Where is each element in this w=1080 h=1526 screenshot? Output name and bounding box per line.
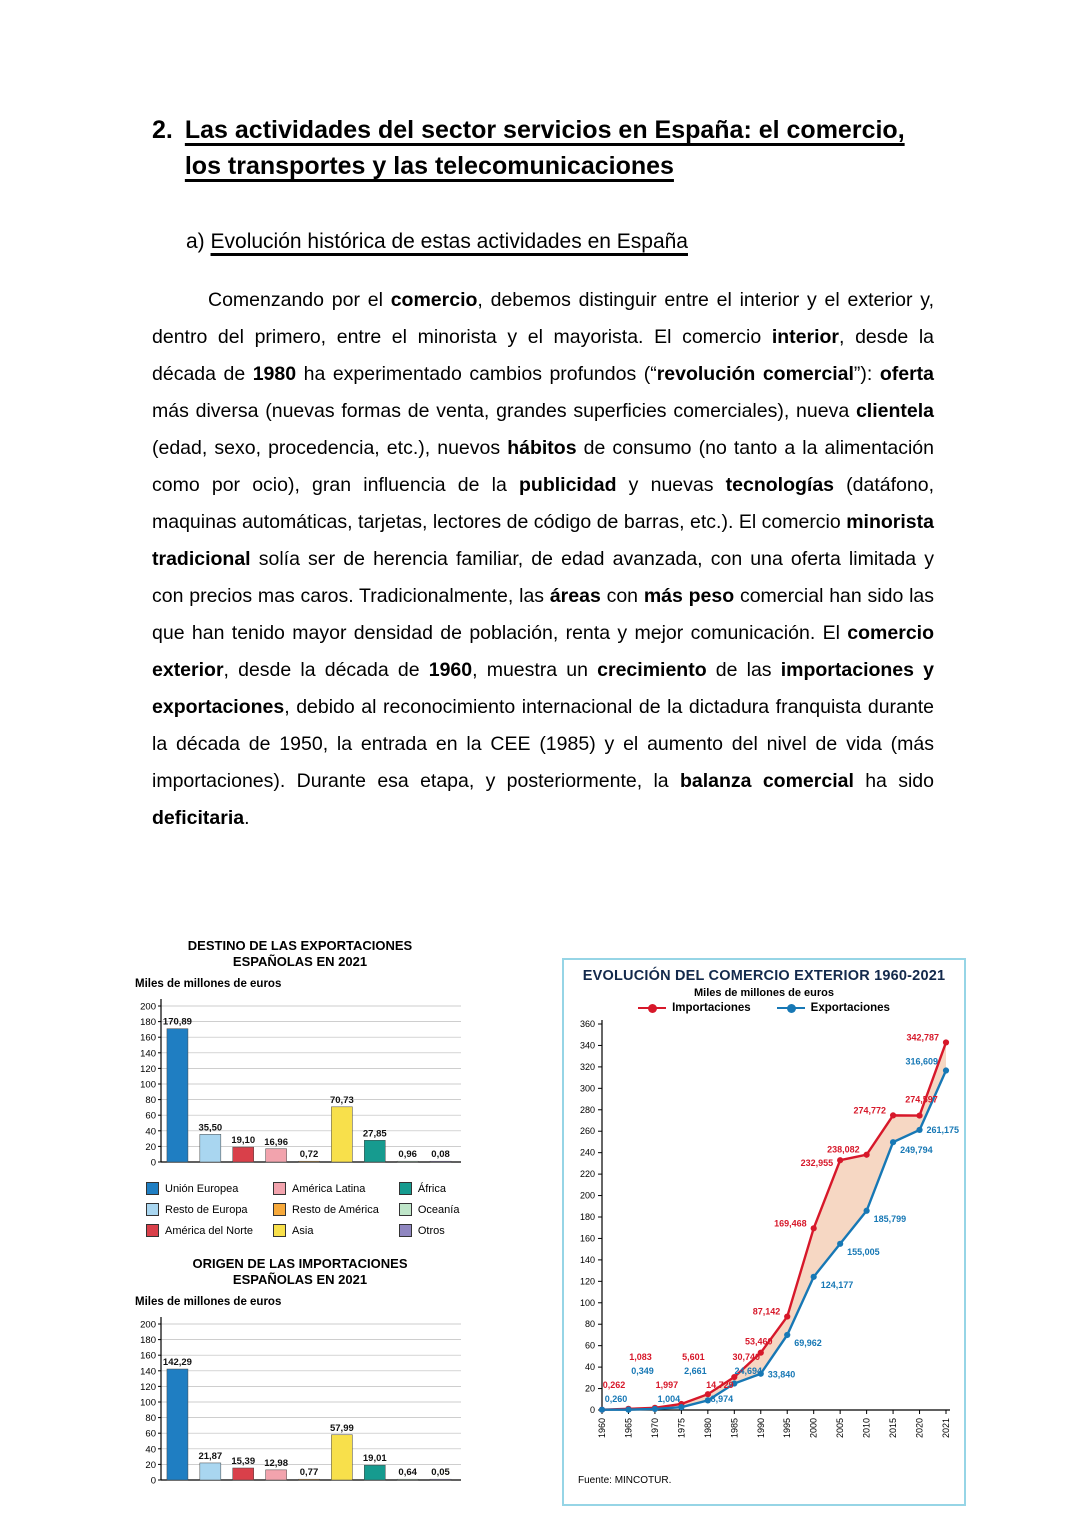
chart-title-line2: ESPAÑOLAS EN 2021 [232,1272,368,1287]
svg-text:21,87: 21,87 [198,1450,223,1462]
legend-swatch-icon [399,1203,412,1216]
svg-text:1990: 1990 [755,1418,766,1439]
chart-exports-destination [133,938,467,1168]
svg-text:180: 180 [140,1335,156,1347]
svg-text:180: 180 [140,1017,156,1029]
svg-text:100: 100 [140,1397,156,1409]
svg-text:240: 240 [579,1147,595,1158]
legend-label: África [417,1182,446,1195]
section-title-line2: los transportes y las telecomunicaciones [184,152,674,180]
svg-text:0,96: 0,96 [398,1149,417,1161]
svg-text:2020: 2020 [914,1418,925,1439]
legend-item [399,1224,460,1237]
svg-text:120: 120 [140,1063,156,1075]
svg-text:185,799: 185,799 [873,1213,907,1224]
svg-text:80: 80 [584,1319,595,1330]
svg-text:60: 60 [145,1428,156,1440]
chart-imports-origin [133,1256,467,1486]
exports-line-icon [777,1004,805,1013]
svg-text:280: 280 [579,1104,595,1115]
svg-text:140: 140 [140,1048,156,1060]
legend-swatch-icon [146,1203,159,1216]
svg-text:57,99: 57,99 [329,1422,354,1434]
svg-text:232,955: 232,955 [800,1158,834,1169]
svg-text:160: 160 [140,1350,156,1362]
svg-text:340: 340 [579,1040,595,1051]
legend-label: Exportaciones [810,1002,890,1014]
svg-text:70,73: 70,73 [329,1094,354,1106]
svg-text:0,262: 0,262 [602,1380,626,1390]
svg-text:40: 40 [145,1126,156,1138]
svg-text:16,96: 16,96 [264,1136,289,1148]
svg-text:69,962: 69,962 [794,1337,822,1348]
svg-text:180: 180 [579,1212,595,1222]
legend-item [273,1182,379,1195]
svg-text:20: 20 [145,1459,156,1471]
svg-text:0: 0 [150,1475,156,1486]
svg-text:220: 220 [579,1169,595,1180]
svg-text:0: 0 [150,1157,156,1168]
svg-text:0,05: 0,05 [431,1467,450,1479]
svg-text:12,98: 12,98 [264,1457,289,1469]
svg-text:2,661: 2,661 [684,1366,707,1376]
imports-line-icon [638,1004,666,1013]
svg-text:1995: 1995 [782,1418,793,1439]
section-title [185,112,905,184]
legend-swatch-icon [399,1182,412,1195]
bar-chart-svg [133,992,463,1168]
legend-label: América Latina [292,1182,366,1195]
legend-item-exports [777,1002,890,1014]
legend-item [399,1182,460,1195]
svg-text:260: 260 [579,1126,595,1137]
svg-text:120: 120 [579,1276,595,1287]
chart-title-line1: DESTINO DE LAS EXPORTACIONES [187,938,413,953]
svg-text:53,460: 53,460 [745,1336,773,1347]
legend-label: Oceanía [417,1203,460,1216]
svg-text:200: 200 [140,1001,156,1013]
section-heading [152,112,1057,184]
section-title-line1: Las actividades del sector servicios en España: el comercio, [184,116,905,144]
svg-text:5,601: 5,601 [682,1352,705,1362]
svg-text:20: 20 [584,1383,595,1394]
section-number: 2. [152,116,173,144]
legend-swatch-icon [146,1182,159,1195]
svg-text:27,85: 27,85 [362,1128,387,1140]
svg-text:249,794: 249,794 [900,1145,933,1156]
chart-title [133,938,467,970]
svg-text:2021: 2021 [941,1418,951,1439]
legend-label: Resto de América [292,1203,379,1216]
legend-swatch-icon [146,1224,159,1237]
svg-text:1985: 1985 [729,1418,740,1439]
svg-text:1975: 1975 [676,1418,687,1439]
svg-text:169,468: 169,468 [774,1218,807,1229]
legend-swatch-icon [273,1182,286,1195]
legend-swatch-icon [399,1224,412,1237]
svg-text:124,177: 124,177 [820,1279,854,1290]
svg-text:0,260: 0,260 [604,1394,628,1404]
svg-text:19,10: 19,10 [231,1135,256,1147]
svg-text:0: 0 [589,1405,595,1415]
svg-text:142,29: 142,29 [162,1357,192,1369]
legend-label: Otros [417,1224,445,1237]
svg-text:342,787: 342,787 [906,1032,939,1043]
svg-text:274,597: 274,597 [905,1094,938,1105]
chart-title [133,1256,467,1288]
bar-chart-svg [133,1310,463,1486]
svg-text:8,974: 8,974 [710,1394,734,1404]
svg-text:2000: 2000 [808,1418,819,1439]
chart-source: Fuente: MINCOTUR. [578,1475,672,1486]
svg-text:238,082: 238,082 [827,1144,860,1155]
svg-text:274,772: 274,772 [853,1105,887,1116]
svg-text:24,694: 24,694 [734,1366,763,1376]
subsection-heading [186,230,688,254]
svg-text:1,004: 1,004 [657,1394,681,1404]
svg-text:0,72: 0,72 [299,1149,319,1161]
legend-item-imports [638,1002,751,1014]
svg-text:140: 140 [579,1254,595,1265]
svg-text:261,175: 261,175 [926,1124,960,1135]
line-chart-svg [568,1014,960,1466]
chart-title-line2: ESPAÑOLAS EN 2021 [232,954,368,969]
svg-text:15,39: 15,39 [231,1455,256,1467]
legend-label: Resto de Europa [165,1203,248,1216]
svg-text:320: 320 [579,1061,595,1072]
subsection-letter: a) [186,230,205,253]
legend-item [146,1224,253,1237]
svg-text:140: 140 [140,1366,156,1378]
legend-item [399,1203,460,1216]
svg-text:300: 300 [579,1083,595,1094]
svg-text:60: 60 [145,1110,156,1122]
svg-text:33,840: 33,840 [767,1369,796,1380]
svg-text:1980: 1980 [702,1418,713,1439]
svg-text:14,729: 14,729 [706,1380,734,1390]
svg-text:200: 200 [579,1190,595,1201]
subsection-title: Evolución histórica de estas actividades en España [210,230,688,253]
svg-text:80: 80 [145,1413,156,1425]
legend-label: Unión Europea [165,1182,239,1195]
svg-text:40: 40 [145,1444,156,1456]
svg-text:0,64: 0,64 [398,1467,417,1479]
legend-item [146,1182,253,1195]
bar-chart-legend [146,1182,459,1237]
line-chart-legend [568,1002,960,1014]
chart-trade-evolution [562,958,966,1506]
legend-item [273,1224,379,1237]
svg-text:1965: 1965 [623,1418,634,1439]
svg-text:2010: 2010 [861,1418,872,1439]
legend-item [273,1203,379,1216]
svg-text:316,609: 316,609 [905,1056,938,1067]
chart-title-line1: ORIGEN DE LAS IMPORTACIONES [192,1256,408,1271]
legend-label: América del Norte [165,1224,254,1237]
svg-text:19,01: 19,01 [362,1453,387,1465]
svg-text:1,083: 1,083 [629,1352,652,1362]
svg-text:160: 160 [140,1032,156,1044]
svg-text:0,349: 0,349 [631,1366,654,1376]
svg-text:1960: 1960 [597,1418,607,1439]
svg-text:155,005: 155,005 [847,1246,880,1257]
svg-text:2015: 2015 [888,1418,899,1439]
chart-title: EVOLUCIÓN DEL COMERCIO EXTERIOR 1960-2021 [582,968,946,984]
svg-text:35,50: 35,50 [198,1122,223,1134]
y-axis-label: Miles de millones de euros [135,1296,282,1308]
legend-label: Asia [292,1224,314,1237]
legend-item [146,1203,253,1216]
svg-text:2005: 2005 [835,1418,846,1439]
svg-text:100: 100 [140,1079,156,1091]
svg-text:87,142: 87,142 [752,1306,781,1317]
svg-text:120: 120 [140,1381,156,1393]
legend-swatch-icon [273,1224,286,1237]
svg-text:100: 100 [579,1297,595,1308]
svg-text:80: 80 [145,1095,156,1107]
y-axis-label: Miles de millones de euros [135,978,282,990]
svg-text:1,997: 1,997 [655,1380,679,1390]
legend-swatch-icon [273,1203,286,1216]
svg-text:160: 160 [579,1233,595,1244]
body-paragraph: Comenzando por el comercio, debemos distinguir entre el interior y el exterior y, dentro del primero, entre el minorista y el mayorista. El comercio interior, desde la década de 1980 ha experimentado cambios profundos (“revolución comercial”): oferta más diversa (nuevas formas de venta, grandes superficies comerciales), nueva clientela (edad, sexo, procedencia, etc.), nuevos hábitos de consumo (no tanto a la alimentación como por ocio), gran influencia de la publicidad y nuevas tecnologías (datáfono, maquinas automáticas, tarjetas, lectores de código de barras, etc.). El comercio minorista tradicional solía ser de herencia familiar, de edad avanzada, con una oferta limitada y con precios mas caros. Tradicionalmente, las áreas con más peso comercial han sido las que han tenido mayor densidad de población, renta y mejor comunicación. El comercio exterior, desde la década de 1960, muestra un crecimiento de las importaciones y exportaciones, debido al reconocimiento internacional de la dictadura franquista durante la década de 1950, la entrada en la CEE (1985) y el aumento del nivel de vida (más importaciones). Durante esa etapa, y posteriormente, la balanza comercial ha sido deficitaria. [152,289,935,829]
svg-text:200: 200 [140,1319,156,1331]
svg-text:1970: 1970 [649,1418,660,1439]
chart-subtitle: Miles de millones de euros [694,987,834,999]
svg-text:170,89: 170,89 [162,1016,192,1028]
svg-text:0,08: 0,08 [431,1149,450,1161]
svg-text:0,77: 0,77 [299,1467,319,1479]
svg-text:360: 360 [579,1019,595,1029]
svg-text:40: 40 [584,1362,595,1373]
legend-label: Importaciones [672,1002,751,1014]
svg-text:30,740: 30,740 [732,1352,761,1362]
svg-text:20: 20 [145,1141,156,1153]
svg-text:60: 60 [584,1340,595,1351]
